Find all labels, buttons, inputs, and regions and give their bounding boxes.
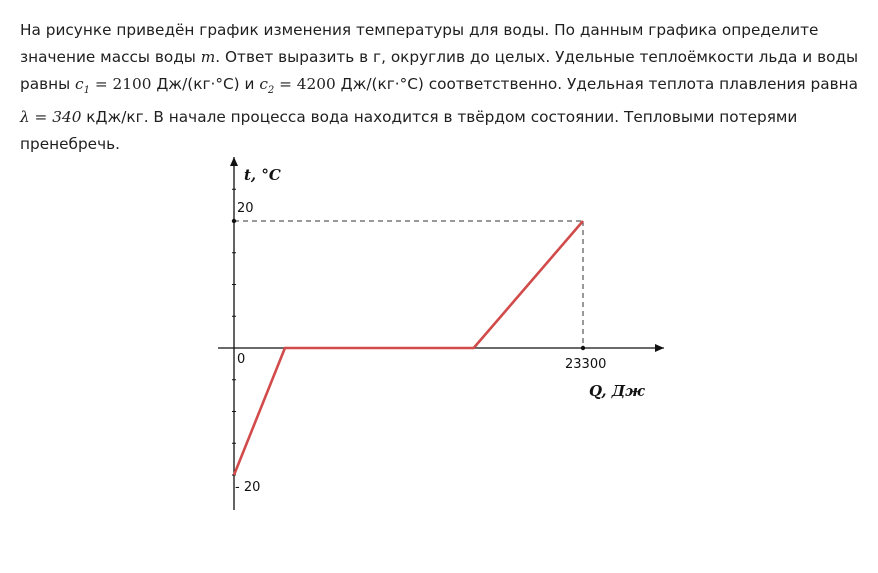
y-tick-label-neg20: - 20	[235, 480, 261, 495]
c1-unit: Дж/(кг·°C)	[151, 75, 240, 93]
c1-symbol: c	[75, 75, 84, 93]
lambda-unit: кДж/кг	[81, 108, 144, 127]
problem-text-1: На рисунке приведён график изменения температуры для воды. По данным графика определите значение массы воды	[20, 21, 819, 66]
problem-text-4: . В начале процесса вода находится в твёрдом состоянии. Тепловыми потерями пренебречь.	[20, 108, 798, 154]
problem-text-3: соответственно. Удельная теплота плавления равна	[423, 75, 858, 93]
series-points	[232, 219, 585, 350]
c2-value: = 4200	[274, 75, 336, 93]
problem-text-2: . Ответ выразить в г, округлив до целых. Удельные теплоёмкости льда и воды равны	[20, 48, 859, 93]
y-axis-marker-20	[232, 219, 236, 223]
c2-unit: Дж/(кг·°C)	[335, 75, 424, 93]
mass-symbol: m	[200, 48, 216, 66]
c2-subscript: 2	[267, 85, 275, 97]
lambda-formula: λ = 340	[20, 108, 82, 127]
y-axis-label: t, °C	[244, 166, 281, 184]
y-tick-label-20: 20	[237, 201, 254, 216]
c2-symbol: c	[259, 75, 268, 93]
x-axis-marker-23300	[581, 346, 585, 350]
y-tick-label-0: 0	[237, 352, 246, 367]
c1-subscript: 1	[83, 85, 90, 97]
x-tick-label-23300: 23300	[565, 357, 607, 372]
x-axis-label: Q, Дж	[589, 382, 645, 400]
and-text: и	[239, 75, 260, 93]
c1-value: = 2100	[90, 75, 152, 93]
